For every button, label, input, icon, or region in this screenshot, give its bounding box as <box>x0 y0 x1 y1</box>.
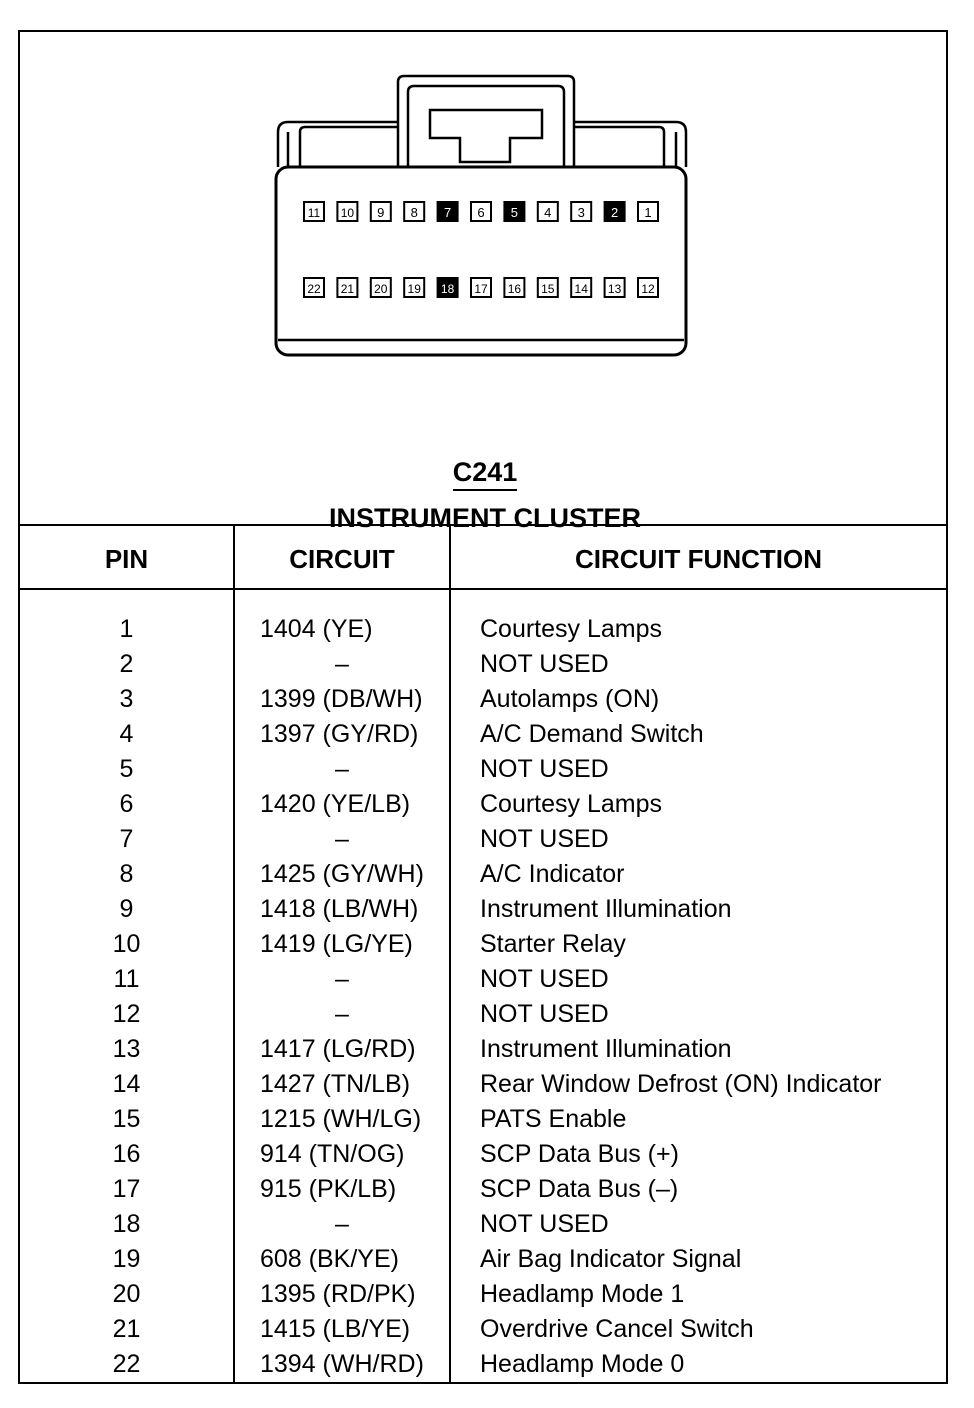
pin-cavity-11 <box>304 202 324 221</box>
connector-name: INSTRUMENT CLUSTER <box>329 503 641 533</box>
connector-body <box>276 167 686 355</box>
row-circuit: 1415 (LB/YE) <box>260 1315 411 1343</box>
table-row <box>20 1242 946 1277</box>
pin-number: 21 <box>340 282 355 296</box>
row-circuit: 1418 (LB/WH) <box>260 895 419 923</box>
row-pin: 6 <box>119 790 134 818</box>
table-row <box>20 612 946 647</box>
pin-cavity-18 <box>438 278 458 297</box>
pin-cavity-21 <box>337 278 357 297</box>
header-circuit-function: CIRCUIT FUNCTION <box>575 544 822 574</box>
pin-cavity-19 <box>404 278 424 297</box>
pin-cavity-20 <box>371 278 391 297</box>
row-circuit: 1395 (RD/PK) <box>260 1280 416 1308</box>
connector-title <box>20 457 950 533</box>
row-circuit: 1425 (GY/WH) <box>260 860 424 888</box>
row-circuit: 1417 (LG/RD) <box>260 1035 416 1063</box>
pin-number: 3 <box>577 205 585 220</box>
row-function: Instrument Illumination <box>480 1035 732 1063</box>
row-circuit: – <box>335 965 349 993</box>
table-row <box>20 927 946 962</box>
row-function: SCP Data Bus (–) <box>480 1175 679 1203</box>
pin-cavity-15 <box>538 278 558 297</box>
table-top-rule <box>20 524 946 526</box>
row-pin: 8 <box>119 860 134 888</box>
row-pin: 14 <box>112 1070 141 1098</box>
row-circuit: 608 (BK/YE) <box>260 1245 399 1273</box>
row-function: Overdrive Cancel Switch <box>480 1315 754 1343</box>
row-pin: 11 <box>113 965 140 993</box>
row-circuit: 915 (PK/LB) <box>260 1175 397 1203</box>
pin-cavity-4 <box>538 202 558 221</box>
pin-cavity-9 <box>371 202 391 221</box>
row-pin: 2 <box>119 650 134 678</box>
row-circuit: 1419 (LG/YE) <box>260 930 413 958</box>
row-circuit: – <box>335 825 349 853</box>
pin-number: 19 <box>407 282 421 296</box>
pin-number: 5 <box>510 205 519 220</box>
table-row <box>20 892 946 927</box>
pin-cavity-17 <box>471 278 491 297</box>
row-circuit: – <box>335 755 349 783</box>
pin-cavity-2 <box>605 202 625 221</box>
row-function: NOT USED <box>480 1000 609 1028</box>
pin-cavity-13 <box>605 278 625 297</box>
row-pin: 15 <box>112 1105 141 1133</box>
row-function: A/C Demand Switch <box>480 720 704 748</box>
connector-latch <box>398 76 574 167</box>
table-row <box>20 682 946 717</box>
pin-number: 9 <box>377 205 385 220</box>
pin-cavity-22 <box>304 278 324 297</box>
row-function: Rear Window Defrost (ON) Indicator <box>480 1070 882 1098</box>
row-function: Courtesy Lamps <box>480 790 663 818</box>
row-pin: 12 <box>112 1000 141 1028</box>
row-circuit: 1399 (DB/WH) <box>260 685 423 713</box>
pin-cavity-14 <box>571 278 591 297</box>
pin-cavity-1 <box>638 202 658 221</box>
row-circuit: 914 (TN/OG) <box>260 1140 405 1168</box>
pin-cavity-16 <box>504 278 524 297</box>
table-row <box>20 1172 946 1207</box>
row-function: NOT USED <box>480 965 609 993</box>
row-circuit: 1397 (GY/RD) <box>260 720 419 748</box>
row-pin: 16 <box>112 1140 141 1168</box>
row-circuit: 1394 (WH/RD) <box>260 1350 424 1378</box>
table-row <box>20 1137 946 1172</box>
row-pin: 21 <box>112 1315 141 1343</box>
row-circuit: – <box>335 1000 349 1028</box>
table-row <box>20 1312 946 1347</box>
pin-number: 10 <box>340 206 355 220</box>
table-row <box>20 997 946 1032</box>
row-circuit: – <box>335 1210 349 1238</box>
row-circuit: 1427 (TN/LB) <box>260 1070 411 1098</box>
row-function: NOT USED <box>480 650 609 678</box>
table-row <box>20 962 946 997</box>
header-pin: PIN <box>104 544 149 574</box>
table-row <box>20 1032 946 1067</box>
row-circuit: 1215 (WH/LG) <box>260 1105 422 1133</box>
pin-number: 16 <box>507 282 522 296</box>
row-pin: 22 <box>112 1350 141 1378</box>
row-pin: 4 <box>119 720 134 748</box>
connector-id: C241 <box>453 457 518 491</box>
pin-cavity-12 <box>638 278 658 297</box>
table-row <box>20 717 946 752</box>
diagram-frame <box>18 30 948 1384</box>
row-function: PATS Enable <box>480 1105 627 1133</box>
table-row <box>20 1207 946 1242</box>
pin-number: 20 <box>374 282 388 296</box>
connector-shoulder-left <box>278 122 398 167</box>
row-pin: 17 <box>112 1175 141 1203</box>
pin-number: 2 <box>610 205 619 220</box>
row-circuit: – <box>335 650 349 678</box>
row-function: SCP Data Bus (+) <box>480 1140 679 1168</box>
pin-number: 1 <box>644 205 652 220</box>
row-function: Autolamps (ON) <box>480 685 660 713</box>
table-row <box>20 752 946 787</box>
row-pin: 20 <box>112 1280 141 1308</box>
pin-row-bottom <box>304 278 658 297</box>
connector-shoulder-right <box>574 122 686 167</box>
row-function: Headlamp Mode 0 <box>480 1350 685 1378</box>
row-pin: 7 <box>119 825 134 853</box>
pin-cavity-5 <box>504 202 524 221</box>
row-pin: 3 <box>119 685 134 713</box>
pin-number: 15 <box>541 282 555 296</box>
pin-number: 11 <box>307 206 321 220</box>
row-pin: 9 <box>119 895 134 923</box>
row-function: NOT USED <box>480 1210 609 1238</box>
row-function: Courtesy Lamps <box>480 615 663 643</box>
row-function: NOT USED <box>480 755 609 783</box>
table-header-rule <box>20 588 946 590</box>
pin-row-top <box>304 202 658 221</box>
pin-number: 7 <box>443 205 452 220</box>
pin-number: 6 <box>477 205 485 220</box>
pin-number: 22 <box>307 282 321 296</box>
row-function: Instrument Illumination <box>480 895 732 923</box>
pin-cavity-7 <box>438 202 458 221</box>
row-pin: 1 <box>119 615 134 643</box>
row-circuit: 1420 (YE/LB) <box>260 790 411 818</box>
row-function: A/C Indicator <box>480 860 625 888</box>
pin-cavity-3 <box>571 202 591 221</box>
table-row <box>20 647 946 682</box>
row-pin: 19 <box>112 1245 141 1273</box>
pin-cavity-6 <box>471 202 491 221</box>
pin-number: 8 <box>410 205 418 220</box>
pin-number: 12 <box>641 282 655 296</box>
row-pin: 18 <box>112 1210 141 1238</box>
pin-cavity-10 <box>337 202 357 221</box>
pin-number: 17 <box>474 282 488 296</box>
pin-number: 18 <box>440 282 455 296</box>
pin-cavity-8 <box>404 202 424 221</box>
connector-drawing <box>20 32 946 452</box>
row-function: NOT USED <box>480 825 609 853</box>
row-pin: 5 <box>119 755 134 783</box>
table-row <box>20 1102 946 1137</box>
table-row <box>20 822 946 857</box>
pin-number: 14 <box>574 282 588 296</box>
table-row <box>20 1347 946 1382</box>
row-function: Headlamp Mode 1 <box>480 1280 685 1308</box>
row-pin: 10 <box>112 930 141 958</box>
table-row <box>20 1067 946 1102</box>
row-pin: 13 <box>112 1035 141 1063</box>
row-function: Starter Relay <box>480 930 626 958</box>
pin-number: 13 <box>607 282 622 296</box>
table-row <box>20 1277 946 1312</box>
table-row <box>20 787 946 822</box>
row-circuit: 1404 (YE) <box>260 615 373 643</box>
pin-number: 4 <box>544 205 552 220</box>
row-function: Air Bag Indicator Signal <box>480 1245 742 1273</box>
pin-table-body <box>20 612 946 1382</box>
table-row <box>20 857 946 892</box>
header-circuit: CIRCUIT <box>289 544 395 574</box>
